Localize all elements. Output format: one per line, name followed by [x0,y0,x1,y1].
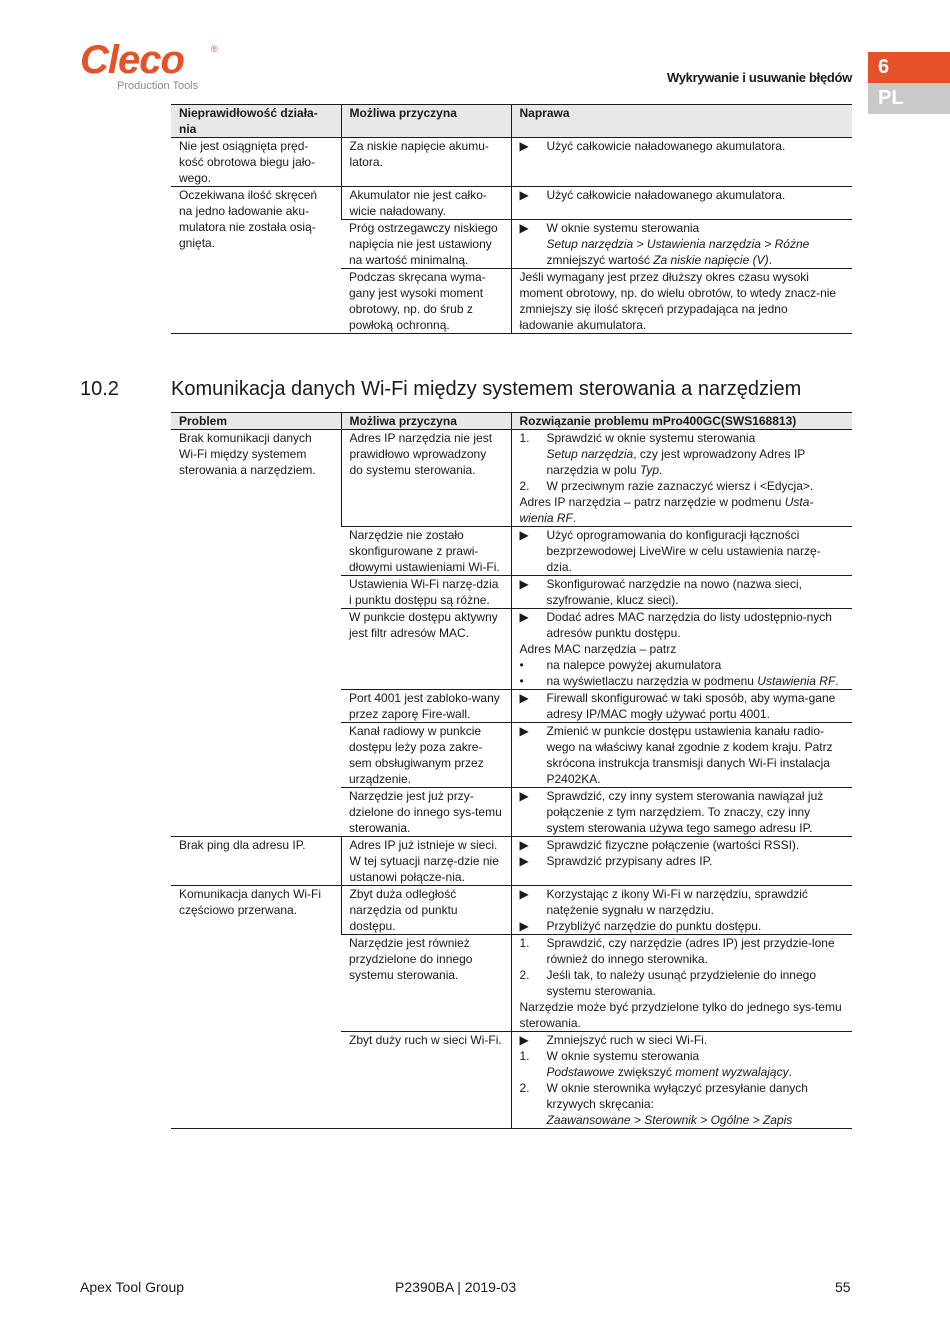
chapter-tab [868,52,950,114]
remedy-line: W oknie sterownika wyłączyć przesyłanie danych krzywych skręcania: [546,1081,808,1111]
arrow-bullet-icon: ▶ [519,789,529,803]
menu-path: Podstawowe [546,1065,615,1079]
punctuation: . [835,674,839,688]
remedy-cell [511,837,852,886]
remedy-text: Użyć całkowicie naładowanego akumulatora. [546,139,786,153]
remedy-text: Jeśli tak, to należy usunąć przydzielenie do innego systemu sterowania. [546,968,816,998]
cause-cell: Zbyt duży ruch w sieci Wi-Fi. [341,1032,511,1129]
remedy-text [547,673,839,689]
column-header: Możliwa przyczyna [341,413,511,430]
remedy-cell: Jeśli wymagany jest przez dłuższy okres czasu wysoki moment obrotowy, np. do wielu obrotów, to wtedy znacz-nie zmniejszy się ilość skręceń przypadająca na jedno ładowanie akumulatora. [511,269,852,334]
parameter-name: Za niskie napięcie (V) [653,253,769,267]
table-row [171,430,852,527]
cause-cell: Narzędzie jest już przy-dzielone do innego sys-temu sterowania. [341,788,511,837]
remedy-note: Adres MAC narzędzia – patrz [519,642,677,656]
table-header-row [171,105,852,138]
arrow-bullet-icon: ▶ [519,610,529,624]
step-number: 2. [519,479,530,493]
cause-cell: W punkcie dostępu aktywny jest filtr adresów MAC. [341,609,511,690]
troubleshooting-table-battery [171,104,852,334]
problem-cell: Brak komunikacji danych Wi-Fi między systemem sterowania a narzędziem. [171,430,341,837]
chapter-number: 6 [868,52,950,83]
column-header: Nieprawidłowość działa-nia [171,105,341,138]
arrow-bullet-icon: ▶ [519,577,529,591]
remedy-note: Narzędzie może być przydzielone tylko do jednego sys-temu sterowania. [519,1000,842,1030]
remedy-cell [511,788,852,837]
column-header: Problem [171,413,341,430]
logo-registered-mark: ® [211,44,218,54]
remedy-text: Korzystając z ikony Wi-Fi w narzędziu, sprawdzić natężenie sygnału w narzędziu. [546,887,808,917]
remedy-line: W oknie systemu sterowania [546,221,700,235]
cause-cell: Podczas skręcana wyma-gany jest wysoki moment obrotowy, np. do śrub z powłoką ochronną. [341,269,511,334]
section-title: Komunikacja danych Wi-Fi między systemem sterowania a narzędziem [171,378,802,400]
punctuation: . [572,511,577,525]
step-number: 2. [519,1081,530,1095]
footer-company: Apex Tool Group [80,1279,185,1295]
arrow-bullet-icon: ▶ [519,887,529,901]
logo-subtitle: Production Tools [117,80,199,92]
remedy-text: Skonfigurować narzędzie na nowo (nazwa sieci, szyfrowanie, klucz sieci). [546,577,802,607]
logo-wordmark: Cleco [80,38,184,82]
arrow-bullet-icon: ▶ [519,221,529,235]
remedy-line: W oknie systemu sterowania [546,1049,700,1063]
remedy-note [520,494,845,526]
menu-path: Usta-wienia RF [519,495,814,525]
arrow-bullet-icon: ▶ [519,854,529,868]
cause-cell: Narzędzie jest również przydzielone do innego systemu sterowania. [341,935,511,1032]
arrow-bullet-icon: ▶ [519,139,529,153]
punctuation: . [659,463,663,477]
remedy-text [547,430,845,478]
remedy-text: Sprawdzić przypisany adres IP. [546,854,713,868]
table-header-row [171,413,852,430]
remedy-text: Użyć całkowicie naładowanego akumulatora. [546,188,786,202]
table-row [171,886,852,935]
footer-page-number: 55 [835,1279,851,1295]
menu-path: Setup narzędzia [546,447,634,461]
remedy-line: , czy jest wprowadzony Adres IP narzędzia w polu [546,447,806,477]
remedy-text: na nalepce powyżej akumulatora [546,658,722,672]
table-row [171,837,852,886]
cause-cell: Zbyt duża odległość narzędzia od punktu dostępu. [341,886,511,935]
cleco-logo [80,38,218,92]
problem-cell: Nie jest osiągnięta pręd-kość obrotowa biegu jało-wego. [171,138,341,187]
remedy-cell [511,430,852,527]
remedy-text: Dodać adres MAC narzędzia do listy udostępnio-nych adresów punktu dostępu. [546,610,832,640]
footer-document-id: P2390BA | 2019-03 [395,1279,517,1295]
remedy-cell [511,527,852,576]
remedy-text: Zmienić w punkcie dostępu ustawienia kanału radio-wego na właściwy kanał zgodnie z kodem kraju. Patrz skrócona instrukcja transmisji danych Wi-Fi instalacja P2402KA. [546,724,833,786]
arrow-bullet-icon: ▶ [519,1033,529,1047]
remedy-text: Użyć oprogramowania do konfiguracji łączności bezprzewodowej LiveWire w celu ustawienia narzę-dzia. [546,528,821,574]
table-row [171,138,852,187]
arrow-bullet-icon: ▶ [519,838,529,852]
dot-bullet-icon: • [519,674,524,688]
remedy-cell [511,138,852,187]
cause-cell: Za niskie napięcie akumu-latora. [341,138,511,187]
remedy-line: Sprawdzić w oknie systemu sterowania [546,431,756,445]
remedy-text: Przybliżyć narzędzie do punktu dostępu. [546,919,762,933]
remedy-cell [511,886,852,935]
step-number: 1. [519,431,530,445]
remedy-text [547,220,810,268]
running-header: Wykrywanie i usuwanie błędów [667,70,852,85]
punctuation: . [788,1065,792,1079]
troubleshooting-table-wifi [171,412,852,1129]
step-number: 2. [519,968,530,982]
problem-cell: Brak ping dla adresu IP. [171,837,341,886]
cause-cell: Adres IP narzędzia nie jest prawidłowo wprowadzony do systemu sterowania. [341,430,511,527]
cause-cell: Ustawienia Wi-Fi narzę-dzia i punktu dostępu są różne. [341,576,511,609]
cause-cell: Akumulator nie jest całko-wicie naładowany. [341,187,511,220]
parameter-name: moment wyzwalający [675,1065,789,1079]
cause-cell: Kanał radiowy w punkcie dostępu leży poza zakre-sem obsługiwanym przez urządzenie. [341,723,511,788]
cause-cell: Próg ostrzegawczy niskiego napięcia nie jest ustawiony na wartość minimalną. [341,220,511,269]
remedy-text: W przeciwnym razie zaznaczyć wiersz i <Edycja>. [546,479,814,493]
field-name: Typ [639,463,660,477]
column-header: Naprawa [511,105,852,138]
remedy-cell [511,1032,852,1129]
remedy-text: Firewall skonfigurować w taki sposób, aby wyma-gane adresy IP/MAC mogły używać portu 4001. [546,691,836,721]
arrow-bullet-icon: ▶ [519,528,529,542]
step-number: 1. [519,1049,530,1063]
cause-cell: Port 4001 jest zabloko-wany przez zaporę Fire-wall. [341,690,511,723]
remedy-cell [511,690,852,723]
remedy-line: Adres IP narzędzia – patrz narzędzie w podmenu [519,495,785,509]
table-row [171,187,852,220]
remedy-text: Sprawdzić fizyczne połączenie (wartości RSSI). [546,838,800,852]
remedy-text [547,1048,792,1080]
remedy-text: Zmniejszyć ruch w sieci Wi-Fi. [546,1033,708,1047]
remedy-cell [511,935,852,1032]
cause-cell: Narzędzie nie zostało skonfigurowane z prawi-dłowymi ustawieniami Wi-Fi. [341,527,511,576]
remedy-cell [511,220,852,269]
arrow-bullet-icon: ▶ [519,188,529,202]
menu-path: Zaawansowane > Sterownik > Ogólne > Zapis [546,1113,793,1127]
step-number: 1. [519,936,530,950]
remedy-cell [511,609,852,690]
remedy-cell [511,187,852,220]
menu-path: Ustawienia RF [757,674,836,688]
problem-cell: Komunikacja danych Wi-Fi częściowo przerwana. [171,886,341,1129]
punctuation: . [768,253,772,267]
column-header: Możliwa przyczyna [341,105,511,138]
arrow-bullet-icon: ▶ [519,691,529,705]
problem-cell: Oczekiwana ilość skręceń na jedno ładowanie aku-mulatora nie została osią-gnięta. [171,187,341,334]
remedy-line: na wyświetlaczu narzędzia w podmenu [546,674,758,688]
remedy-text [547,1080,845,1128]
remedy-text: Sprawdzić, czy narzędzie (adres IP) jest przydzie-lone również do innego sterownika. [546,936,835,966]
section-number: 10.2 [80,378,119,400]
remedy-line: zmniejszyć wartość [546,253,654,267]
remedy-text: Sprawdzić, czy inny system sterowania nawiązał już połączenie z tym narzędziem. To znaczy, czy inny system sterowania używa tego samego adresu IP. [546,789,824,835]
menu-path: Setup narzędzia > Ustawienia narzędzia > Różne [546,237,810,251]
chapter-language: PL [868,83,950,114]
dot-bullet-icon: • [519,658,524,672]
arrow-bullet-icon: ▶ [519,919,529,933]
remedy-cell [511,723,852,788]
remedy-cell [511,576,852,609]
arrow-bullet-icon: ▶ [519,724,529,738]
cause-cell: Adres IP już istnieje w sieci. W tej sytuacji narzę-dzie nie ustanowi połącze-nia. [341,837,511,886]
remedy-line: zwiększyć [614,1065,676,1079]
column-header: Rozwiązanie problemu mPro400GC(SWS168813) [511,413,852,430]
